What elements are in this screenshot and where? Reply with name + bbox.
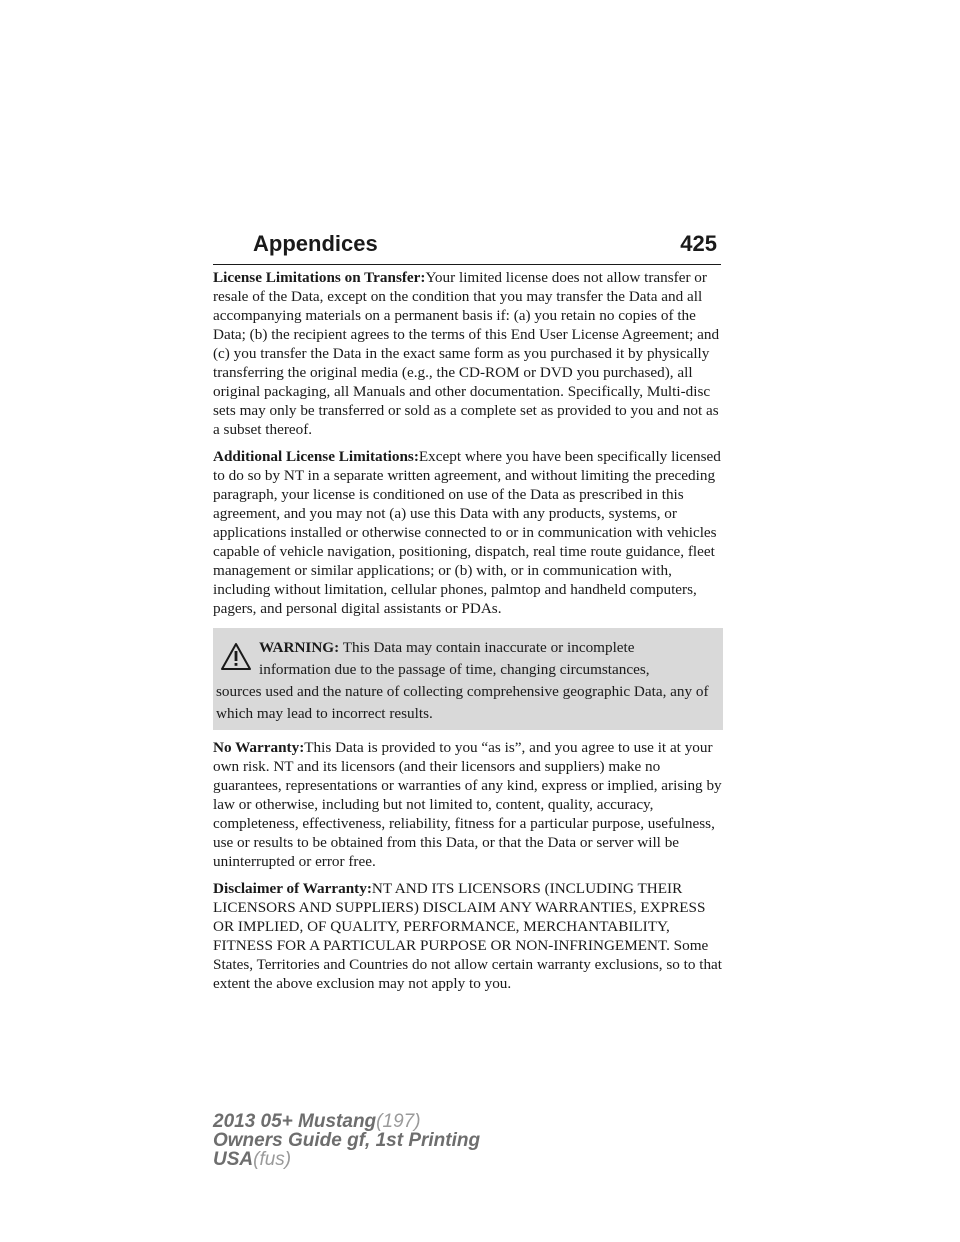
section-title: Appendices	[253, 231, 378, 256]
warning-triangle-icon	[220, 642, 252, 672]
paragraph-label: Additional License Limitations:	[213, 448, 419, 465]
paragraph-text: NT AND ITS LICENSORS (INCLUDING THEIR LICENSORS AND SUPPLIERS) DISCLAIM ANY WARRANTIES, EXPRESS OR IMPLIED, OF QUALITY, PERFORMANCE, MERCHANTABILITY, FITNESS FOR A PARTICULAR PURPOSE OR NON-INFRINGEMENT. Some States, Territories and Countries do not allow certain warranty exclusions, so to that extent the above exclusion may not apply to you.	[213, 880, 723, 992]
paragraph-disclaimer-of-warranty	[213, 879, 723, 993]
page-body	[213, 268, 723, 1001]
footer-printing: Owners Guide gf, 1st Printing	[213, 1130, 481, 1151]
paragraph-no-warranty	[213, 738, 723, 871]
footer-model-code: (197)	[376, 1111, 421, 1132]
paragraph-additional-license-limitations	[213, 447, 723, 618]
page-number: 425	[680, 231, 717, 256]
paragraph-text: Except where you have been specifically licensed to do so by NT in a separate written agreement, and without limiting the preceding paragraph, your license is conditioned on use of the Data as prescribed in this agreement, and you may not (a) use this Data with any products, systems, or applications installed or otherwise connected to or in communication with vehicles capable of vehicle navigation, positioning, dispatch, real time route guidance, fleet management or similar applications; or (b) with, or in communication with, including without limitation, cellular phones, palmtop and handheld computers, pagers, and personal digital assistants or PDAs.	[213, 448, 721, 617]
warning-text-line1: This Data may contain inaccurate or incomplete	[342, 639, 635, 656]
warning-first-line	[216, 637, 720, 659]
footer-line-region	[213, 1150, 480, 1169]
footer-region-code: (fus)	[253, 1149, 292, 1170]
paragraph-text: This Data is provided to you “as is”, and you agree to use it at your own risk. NT and its licensors (and their licensors and suppliers) make no guarantees, representations or warranties of any kind, express or implied, arising by law or otherwise, including but not limited to, content, quality, accuracy, completeness, effectiveness, reliability, fitness for a particular purpose, usefulness, use or results to be obtained from this Data, or that the Data or server will be uninterrupted or error free.	[213, 739, 722, 870]
warning-box	[213, 628, 723, 730]
footer-line-model	[213, 1112, 480, 1131]
footer-line-printing	[213, 1131, 480, 1150]
paragraph-label: License Limitations on Transfer:	[213, 269, 426, 286]
paragraph-label: No Warranty:	[213, 739, 305, 756]
warning-text-line2: information due to the passage of time, changing circumstances,	[259, 661, 650, 678]
paragraph-label: Disclaimer of Warranty:	[213, 880, 372, 897]
warning-text-rest: sources used and the nature of collecting comprehensive geographic Data, any of which may lead to incorrect results.	[216, 683, 709, 722]
footer-model: 2013 05+ Mustang	[213, 1111, 377, 1132]
print-footer	[213, 1112, 480, 1169]
paragraph-license-limitations-transfer	[213, 268, 723, 439]
footer-region: USA	[213, 1149, 254, 1170]
paragraph-text: Your limited license does not allow transfer or resale of the Data, except on the condition that you may transfer the Data and all accompanying materials on a permanent basis if: (a) you retain no copies of the Data; (b) the recipient agrees to the terms of this End User License Agreement; and (c) you transfer the Data in the exact same form as you purchased it by physically transferring the original media (e.g., the CD-ROM or DVD you purchased), all original packaging, all Manuals and other documentation. Specifically, Multi-disc sets may only be transferred or sold as a complete set as provided to you and not as a subset thereof.	[213, 269, 720, 438]
warning-label: WARNING:	[259, 639, 340, 656]
page-header	[213, 228, 721, 265]
